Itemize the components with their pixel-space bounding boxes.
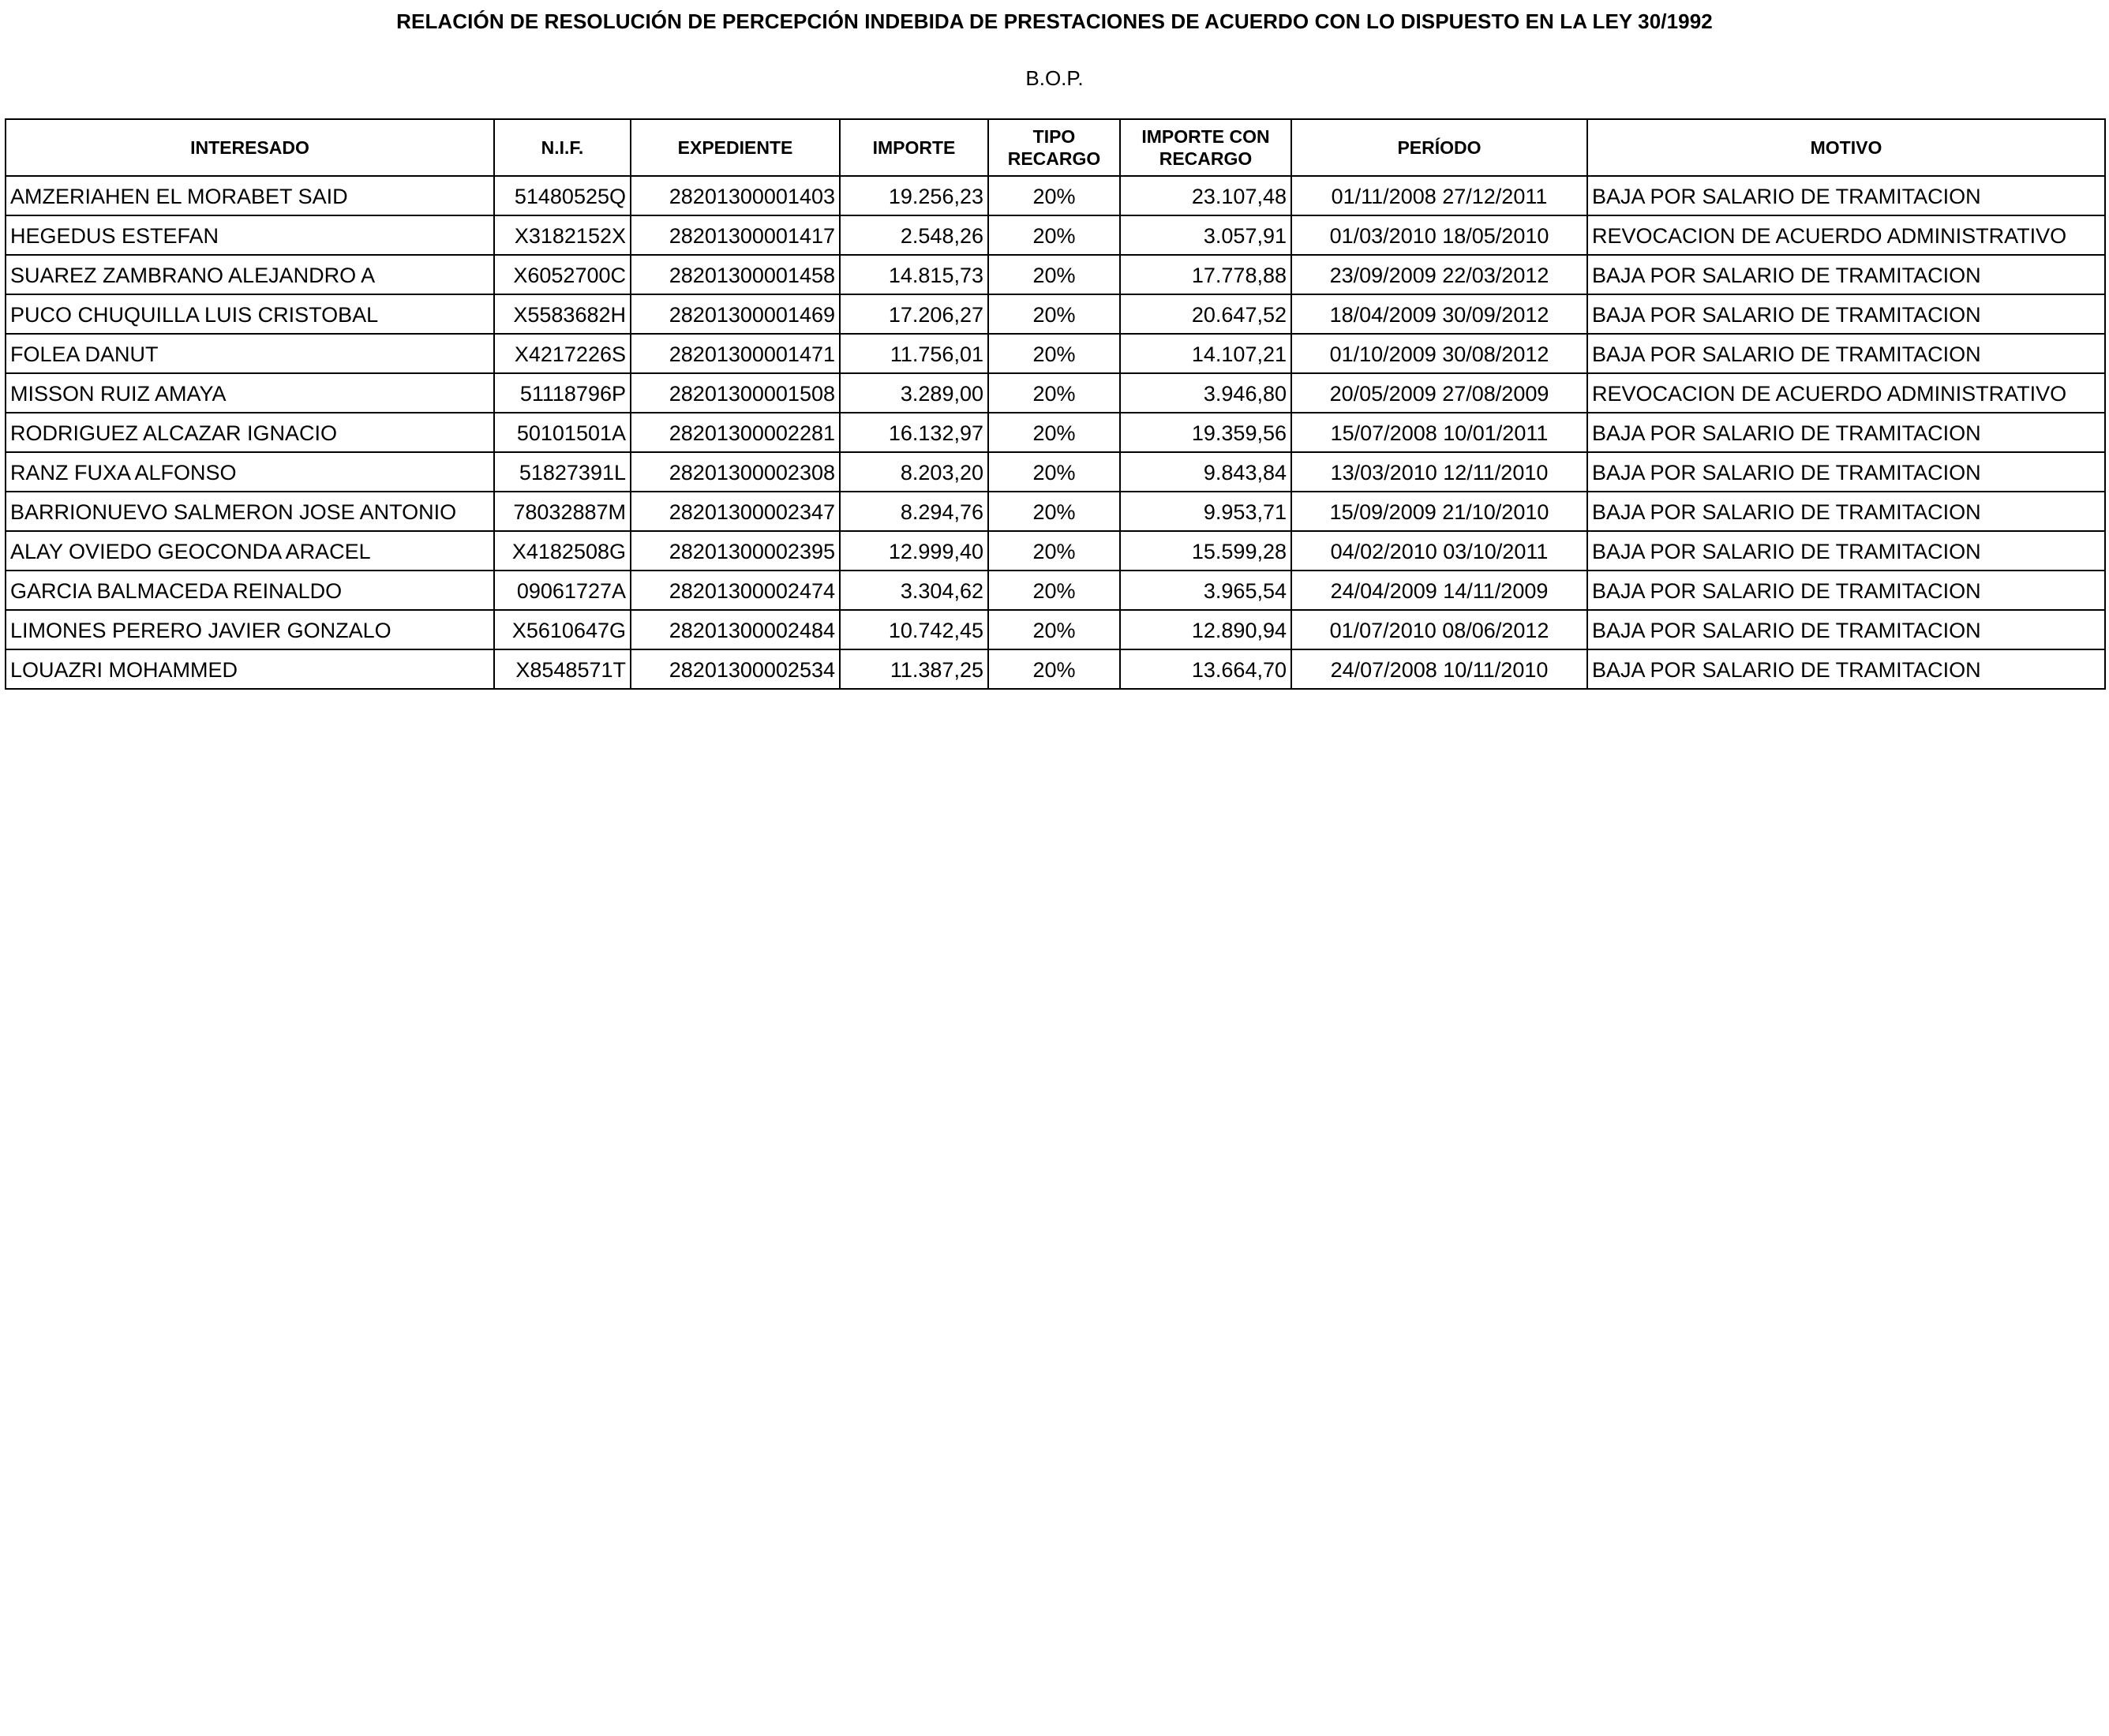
table-body [6,176,2105,689]
table-row [6,176,2105,215]
cell-nif: X4217226S [494,334,631,373]
cell-expediente: 28201300001508 [631,373,840,413]
cell-expediente: 28201300002474 [631,571,840,610]
cell-importe-con-recargo: 3.965,54 [1120,571,1291,610]
cell-periodo: 13/03/2010 12/11/2010 [1291,452,1587,492]
cell-interesado: PUCO CHUQUILLA LUIS CRISTOBAL [6,294,494,334]
cell-tipo-recargo: 20% [988,373,1120,413]
table-row [6,215,2105,255]
cell-expediente: 28201300001403 [631,176,840,215]
header-periodo: PERÍODO [1291,119,1587,176]
cell-importe: 8.203,20 [840,452,988,492]
cell-nif: 09061727A [494,571,631,610]
cell-interesado: SUAREZ ZAMBRANO ALEJANDRO A [6,255,494,294]
cell-nif: X5583682H [494,294,631,334]
cell-periodo: 01/11/2008 27/12/2011 [1291,176,1587,215]
page-subtitle: B.O.P. [1025,66,1084,90]
cell-nif: 51118796P [494,373,631,413]
header-importe: IMPORTE [840,119,988,176]
cell-interesado: LIMONES PERERO JAVIER GONZALO [6,610,494,649]
cell-motivo: BAJA POR SALARIO DE TRAMITACION [1587,571,2105,610]
cell-motivo: BAJA POR SALARIO DE TRAMITACION [1587,176,2105,215]
table-row [6,531,2105,571]
cell-interesado: AMZERIAHEN EL MORABET SAID [6,176,494,215]
cell-tipo-recargo: 20% [988,531,1120,571]
cell-periodo: 24/04/2009 14/11/2009 [1291,571,1587,610]
cell-importe: 8.294,76 [840,492,988,531]
cell-importe-con-recargo: 9.843,84 [1120,452,1291,492]
table-row [6,373,2105,413]
cell-interesado: RODRIGUEZ ALCAZAR IGNACIO [6,413,494,452]
header-expediente: EXPEDIENTE [631,119,840,176]
cell-importe: 11.387,25 [840,649,988,689]
cell-importe: 3.304,62 [840,571,988,610]
cell-motivo: BAJA POR SALARIO DE TRAMITACION [1587,452,2105,492]
cell-tipo-recargo: 20% [988,176,1120,215]
cell-tipo-recargo: 20% [988,492,1120,531]
cell-periodo: 15/07/2008 10/01/2011 [1291,413,1587,452]
table-row [6,610,2105,649]
cell-expediente: 28201300002281 [631,413,840,452]
page-title: RELACIÓN DE RESOLUCIÓN DE PERCEPCIÓN INDEBIDA DE PRESTACIONES DE ACUERDO CON LO DISPUESTO EN LA LEY 30/1992 [396,9,1713,33]
cell-motivo: REVOCACION DE ACUERDO ADMINISTRATIVO [1587,373,2105,413]
cell-motivo: BAJA POR SALARIO DE TRAMITACION [1587,531,2105,571]
cell-nif: X8548571T [494,649,631,689]
cell-tipo-recargo: 20% [988,255,1120,294]
cell-interesado: BARRIONUEVO SALMERON JOSE ANTONIO [6,492,494,531]
header-motivo: MOTIVO [1587,119,2105,176]
cell-tipo-recargo: 20% [988,413,1120,452]
cell-importe-con-recargo: 14.107,21 [1120,334,1291,373]
cell-importe: 17.206,27 [840,294,988,334]
cell-interesado: FOLEA DANUT [6,334,494,373]
cell-motivo: BAJA POR SALARIO DE TRAMITACION [1587,492,2105,531]
cell-motivo: BAJA POR SALARIO DE TRAMITACION [1587,413,2105,452]
cell-nif: 78032887M [494,492,631,531]
cell-motivo: REVOCACION DE ACUERDO ADMINISTRATIVO [1587,215,2105,255]
table-row [6,334,2105,373]
cell-importe-con-recargo: 3.946,80 [1120,373,1291,413]
header-importe-con-recargo: IMPORTE CON RECARGO [1120,119,1291,176]
cell-periodo: 20/05/2009 27/08/2009 [1291,373,1587,413]
cell-tipo-recargo: 20% [988,610,1120,649]
cell-periodo: 01/07/2010 08/06/2012 [1291,610,1587,649]
cell-tipo-recargo: 20% [988,294,1120,334]
cell-expediente: 28201300002534 [631,649,840,689]
cell-importe-con-recargo: 12.890,94 [1120,610,1291,649]
cell-expediente: 28201300002484 [631,610,840,649]
cell-interesado: LOUAZRI MOHAMMED [6,649,494,689]
cell-periodo: 23/09/2009 22/03/2012 [1291,255,1587,294]
cell-periodo: 24/07/2008 10/11/2010 [1291,649,1587,689]
cell-importe-con-recargo: 19.359,56 [1120,413,1291,452]
cell-importe: 19.256,23 [840,176,988,215]
cell-interesado: ALAY OVIEDO GEOCONDA ARACEL [6,531,494,571]
cell-tipo-recargo: 20% [988,334,1120,373]
cell-expediente: 28201300002308 [631,452,840,492]
cell-tipo-recargo: 20% [988,452,1120,492]
table-row [6,255,2105,294]
cell-importe: 16.132,97 [840,413,988,452]
cell-motivo: BAJA POR SALARIO DE TRAMITACION [1587,255,2105,294]
cell-interesado: RANZ FUXA ALFONSO [6,452,494,492]
cell-importe-con-recargo: 20.647,52 [1120,294,1291,334]
table-header-row [6,119,2105,176]
cell-importe-con-recargo: 3.057,91 [1120,215,1291,255]
table-row [6,649,2105,689]
header-interesado: INTERESADO [6,119,494,176]
cell-expediente: 28201300002347 [631,492,840,531]
cell-periodo: 15/09/2009 21/10/2010 [1291,492,1587,531]
table-row [6,492,2105,531]
cell-tipo-recargo: 20% [988,571,1120,610]
cell-importe-con-recargo: 13.664,70 [1120,649,1291,689]
cell-periodo: 01/10/2009 30/08/2012 [1291,334,1587,373]
table-row [6,452,2105,492]
table-row [6,294,2105,334]
cell-periodo: 01/03/2010 18/05/2010 [1291,215,1587,255]
header-tipo-recargo: TIPO RECARGO [988,119,1120,176]
cell-nif: X5610647G [494,610,631,649]
cell-importe-con-recargo: 23.107,48 [1120,176,1291,215]
cell-motivo: BAJA POR SALARIO DE TRAMITACION [1587,610,2105,649]
cell-nif: 51827391L [494,452,631,492]
cell-expediente: 28201300001417 [631,215,840,255]
cell-nif: X6052700C [494,255,631,294]
header-nif: N.I.F. [494,119,631,176]
cell-importe-con-recargo: 17.778,88 [1120,255,1291,294]
cell-motivo: BAJA POR SALARIO DE TRAMITACION [1587,649,2105,689]
cell-importe: 10.742,45 [840,610,988,649]
cell-nif: 51480525Q [494,176,631,215]
cell-expediente: 28201300002395 [631,531,840,571]
cell-importe: 14.815,73 [840,255,988,294]
cell-expediente: 28201300001471 [631,334,840,373]
cell-interesado: HEGEDUS ESTEFAN [6,215,494,255]
cell-nif: 50101501A [494,413,631,452]
cell-periodo: 18/04/2009 30/09/2012 [1291,294,1587,334]
cell-motivo: BAJA POR SALARIO DE TRAMITACION [1587,294,2105,334]
cell-interesado: MISSON RUIZ AMAYA [6,373,494,413]
cell-nif: X4182508G [494,531,631,571]
cell-importe: 12.999,40 [840,531,988,571]
cell-tipo-recargo: 20% [988,215,1120,255]
records-table [5,118,2106,690]
cell-importe: 3.289,00 [840,373,988,413]
cell-nif: X3182152X [494,215,631,255]
cell-interesado: GARCIA BALMACEDA REINALDO [6,571,494,610]
cell-motivo: BAJA POR SALARIO DE TRAMITACION [1587,334,2105,373]
cell-periodo: 04/02/2010 03/10/2011 [1291,531,1587,571]
cell-importe-con-recargo: 15.599,28 [1120,531,1291,571]
cell-importe: 2.548,26 [840,215,988,255]
table-row [6,413,2105,452]
cell-tipo-recargo: 20% [988,649,1120,689]
table-row [6,571,2105,610]
cell-expediente: 28201300001469 [631,294,840,334]
cell-expediente: 28201300001458 [631,255,840,294]
cell-importe-con-recargo: 9.953,71 [1120,492,1291,531]
cell-importe: 11.756,01 [840,334,988,373]
